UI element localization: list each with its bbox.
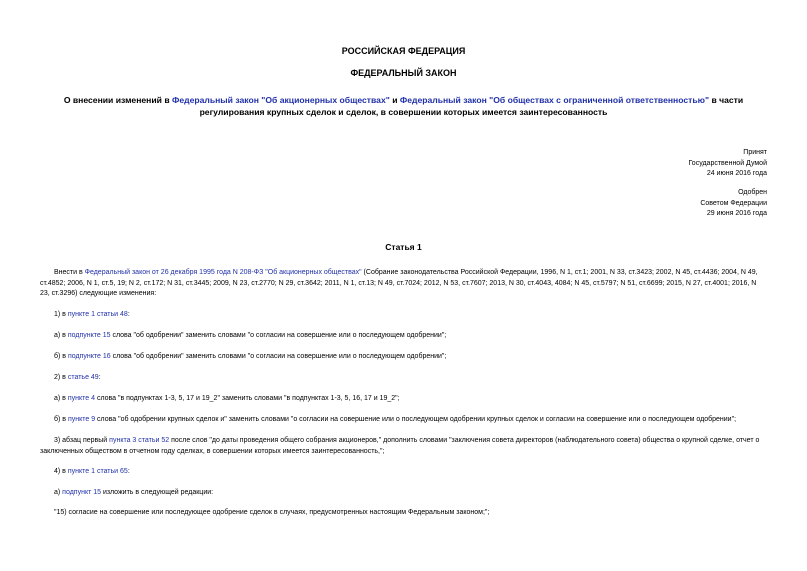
item-2b — [40, 415, 768, 426]
item-2a — [40, 394, 768, 405]
link-subpoint-15[interactable]: подпункте 15 — [67, 332, 111, 339]
approved-block — [700, 188, 767, 220]
para-text: а) в — [54, 332, 68, 339]
item-2 — [40, 373, 768, 384]
title-text: О внесении изменений в — [63, 95, 172, 105]
accepted-date: 24 июня 2016 года — [706, 170, 767, 177]
para-text: : — [98, 374, 101, 381]
law-type-heading: ФЕДЕРАЛЬНЫЙ ЗАКОН — [350, 68, 457, 78]
link-art65-p1[interactable]: пункте 1 статьи 65 — [67, 468, 128, 475]
link-art48-p1[interactable]: пункте 1 статьи 48 — [67, 311, 128, 318]
link-subpoint-16[interactable]: подпункте 16 — [67, 353, 111, 360]
para-text: слова "об одобрении" заменить словами "о согласии на совершение или о последующем одобрении"; — [110, 353, 447, 360]
country-heading: РОССИЙСКАЯ ФЕДЕРАЦИЯ — [341, 46, 466, 56]
para-text: слова "об одобрении крупных сделок и" заменить словами "о согласии на совершение или о последующем одобрении крупных сделок и согласии на совершение или о последующем одобрении"; — [95, 416, 737, 423]
law-title — [50, 95, 757, 118]
item-4-quote: "15) согласие на совершение или последующее одобрение сделок в случаях, предусмотренных настоящим Федеральным законом;"; — [54, 509, 490, 516]
para-text: слова "в подпунктах 1-3, 5, 17 и 19_2" заменить словами "в подпунктах 1-3, 5, 16, 17 и 19_2"; — [95, 395, 400, 402]
link-point-4[interactable]: пункте 4 — [67, 395, 95, 402]
approved-date: 29 июня 2016 года — [706, 210, 767, 217]
title-text: и — [389, 95, 400, 105]
link-llc-law[interactable]: Федеральный закон "Об обществах с ограниченной ответственностью" — [399, 95, 710, 105]
para-text: (Собрание законодательства Российской Федерации, 1996, N 1, ст.1; 2001, N 33, ст.3423; 2002, N 45, ст.4436; 2004, N 49, ст.4852; 2006, N 1, ст.5, 19; N 2, ст.172; N 31, ст.3445; 2009, N 23, ст.2770; N 29, ст.3642; 2011, N 1, ст.13; N 49, ст.7024; 2012, N 53, ст.7607; 2013, N 30, ст.4043, 4084; N 45, ст.5797; N 51, ст.6699; 2015, N 27, ст.4001; 2016, N 23, ст.3296) следующие изменения: — [40, 269, 758, 298]
para-text: : — [127, 468, 130, 475]
para-text: 3) абзац первый — [54, 437, 110, 444]
para-text: а) — [54, 489, 63, 496]
para-text: Внести в — [54, 269, 85, 276]
para-text: 4) в — [54, 468, 68, 475]
link-art52-p3[interactable]: пункта 3 статьи 52 — [109, 437, 170, 444]
item-4a — [40, 488, 768, 499]
title-text: в части регулирования крупных сделок и сделок, в совершении которых имеется заинтересованность — [199, 95, 744, 117]
para-text: изложить в следующей редакции: — [101, 489, 214, 496]
item-3 — [40, 436, 768, 457]
para-text: 1) в — [54, 311, 68, 318]
approved-line: Одобрен — [738, 189, 767, 196]
para-text: б) в — [54, 353, 68, 360]
link-law-208-fz[interactable]: Федеральный закон от 26 декабря 1995 года N 208-ФЗ "Об акционерных обществах" — [84, 269, 362, 276]
accepted-block — [688, 148, 767, 180]
link-subpoint-15-b[interactable]: подпункт 15 — [62, 489, 102, 496]
item-1b — [40, 352, 768, 363]
item-1a — [40, 331, 768, 342]
item-1 — [40, 310, 768, 321]
article-heading: Статья 1 — [385, 242, 422, 252]
link-art49[interactable]: статье 49 — [67, 374, 99, 381]
para-text: : — [127, 311, 130, 318]
approved-line: Советом Федерации — [700, 199, 767, 207]
para-text: после слов "до даты проведения общего собрания акционеров," дополнить словами "заключения совета директоров (наблюдательного совета) общества о крупной сделке, отчет о заключенных обществом в отчетном году сделках, в совершении которых имеется заинтересованность,"; — [40, 437, 760, 455]
para-text: а) в — [54, 395, 68, 402]
link-joint-stock-companies-law[interactable]: Федеральный закон "Об акционерных обществах" — [172, 95, 390, 105]
link-point-9[interactable]: пункте 9 — [67, 416, 96, 423]
accepted-line: Принят — [743, 149, 767, 156]
para-text: слова "об одобрении" заменить словами "о согласии на совершение или о последующем одобрении"; — [110, 332, 447, 339]
accepted-line: Государственной Думой — [688, 159, 767, 167]
para-text: 2) в — [54, 374, 68, 381]
item-4 — [40, 467, 768, 478]
para-text: б) в — [54, 416, 68, 423]
intro-paragraph — [40, 268, 768, 300]
